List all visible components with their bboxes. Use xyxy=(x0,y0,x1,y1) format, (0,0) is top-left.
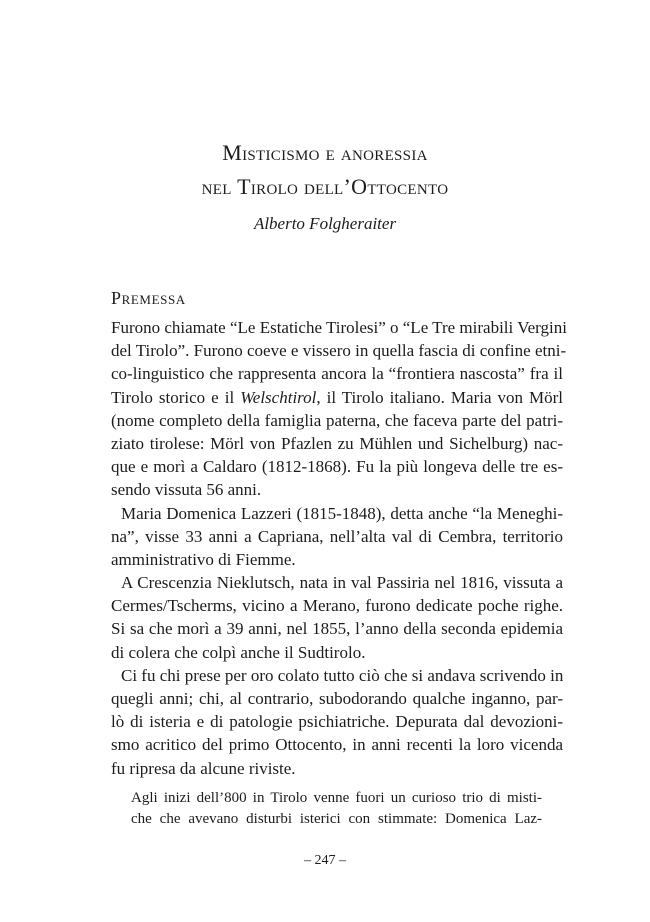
body-line xyxy=(111,386,563,409)
body-line: que e morì a Caldaro (1812-1868). Fu la più longeva delle tre es- xyxy=(111,457,563,477)
footnote-line: che che avevano disturbi isterici con stimmate: Domenica Laz- xyxy=(131,811,542,827)
page-number: – 247 – xyxy=(304,853,346,868)
body-line-segment: Tirolo storico e il xyxy=(111,387,241,407)
body-line-segment: , il Tirolo italiano. Maria von Mörl xyxy=(316,387,564,407)
body-line: fu ripresa da alcune riviste. xyxy=(111,758,296,778)
body-line: del Tirolo”. Furono coeve e vissero in quella fascia di confine etni- xyxy=(111,341,567,361)
section-heading: Premessa xyxy=(111,288,186,308)
body-line: ziato tirolese: Mörl von Pfazlen zu Mühlen und Sichelburg) nac- xyxy=(111,433,563,453)
italic-term: Welschtirol xyxy=(240,387,317,407)
body-line: quegli anni; chi, al contrario, subodorando qualche inganno, par- xyxy=(111,689,563,708)
author-name: Alberto Folgheraiter xyxy=(253,214,397,233)
body-line: sendo vissuta 56 anni. xyxy=(111,480,262,500)
body-line: Ci fu chi prese per oro colato tutto ciò che si andava scrivendo in xyxy=(121,665,564,685)
body-line: Cermes/Tscherms, vicino a Merano, furono dedicate poche righe. xyxy=(111,596,563,616)
body-line: Si sa che morì a 39 anni, nel 1855, l’anno della seconda epidemia xyxy=(111,619,563,639)
body-line: di colera che colpì anche il Sudtirolo. xyxy=(111,642,366,662)
body-line: amministrativo di Fiemme. xyxy=(111,549,296,569)
footnote-text xyxy=(131,788,542,830)
body-line: Maria Domenica Lazzeri (1815-1848), detta anche “la Meneghi- xyxy=(121,503,563,523)
body-line: smo acritico del primo Ottocento, in anni recenti la loro vicenda xyxy=(111,735,563,755)
chapter-title-line-2: nel Tirolo dell’Ottocento xyxy=(201,174,449,199)
body-line: A Crescenzia Nieklutsch, nata in val Passiria nel 1816, vissuta a xyxy=(121,573,563,593)
chapter-title xyxy=(0,136,650,204)
body-text xyxy=(111,316,567,780)
chapter-title-line-1: Misticismo e anoressia xyxy=(222,140,428,165)
body-line: lò di isteria e di patologie psichiatriche. Depurata dal devozioni- xyxy=(111,712,563,732)
footnote-line: Agli inizi dell’800 in Tirolo venne fuori un curioso trio di misti- xyxy=(131,790,542,806)
body-line: na”, visse 33 anni a Capriana, nell’alta val di Cembra, territorio xyxy=(111,526,563,546)
body-line: (nome completo della famiglia paterna, che faceva parte del patri- xyxy=(111,410,563,430)
body-line: Furono chiamate “Le Estatiche Tirolesi” o “Le Tre mirabili Vergini xyxy=(111,318,567,337)
body-line: co-linguistico che rappresenta ancora la “frontiera nascosta” fra il xyxy=(111,364,563,384)
